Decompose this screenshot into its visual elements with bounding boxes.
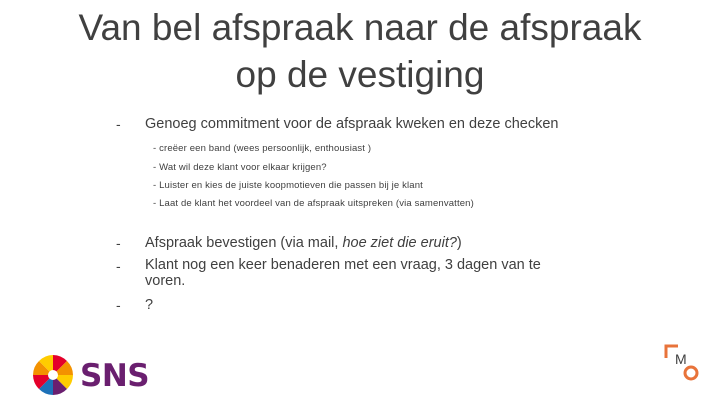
sub-bullet: - Wat wil deze klant voor elkaar krijgen? xyxy=(153,162,327,173)
bullet-text-italic: hoe ziet die eruit? xyxy=(342,235,457,251)
bullet-text: Genoeg commitment voor de afspraak kweken en deze checken xyxy=(145,116,559,132)
sub-bullet: - creëer een band (wees persoonlijk, enthousiast ) xyxy=(153,143,372,154)
mo-logo-m: M xyxy=(675,351,687,367)
bullet-marker: - xyxy=(116,258,121,274)
bullet-text: Klant nog een keer benaderen met een vraag, 3 dagen van te voren. xyxy=(145,257,541,289)
slide-title xyxy=(30,4,690,98)
bullet-marker: - xyxy=(116,297,121,313)
title-line-1: Van bel afspraak naar de afspraak xyxy=(78,7,642,48)
bullet-marker: - xyxy=(116,116,121,132)
bullet-marker: - xyxy=(116,235,121,251)
bullet-text xyxy=(145,234,462,252)
sub-bullet: - Laat de klant het voordeel van de afspraak uitspreken (via samenvatten) xyxy=(153,198,474,209)
sub-bullet: - Luister en kies de juiste koopmotieven die passen bij je klant xyxy=(153,180,423,191)
mo-logo-icon xyxy=(662,340,708,386)
title-line-2: op de vestiging xyxy=(235,54,485,95)
sns-wordmark: SNS xyxy=(80,358,150,394)
bullet-text-part: Afspraak bevestigen (via mail, xyxy=(145,235,343,251)
bullet-text-part: ) xyxy=(456,235,462,251)
bullet-text: ? xyxy=(145,297,154,313)
